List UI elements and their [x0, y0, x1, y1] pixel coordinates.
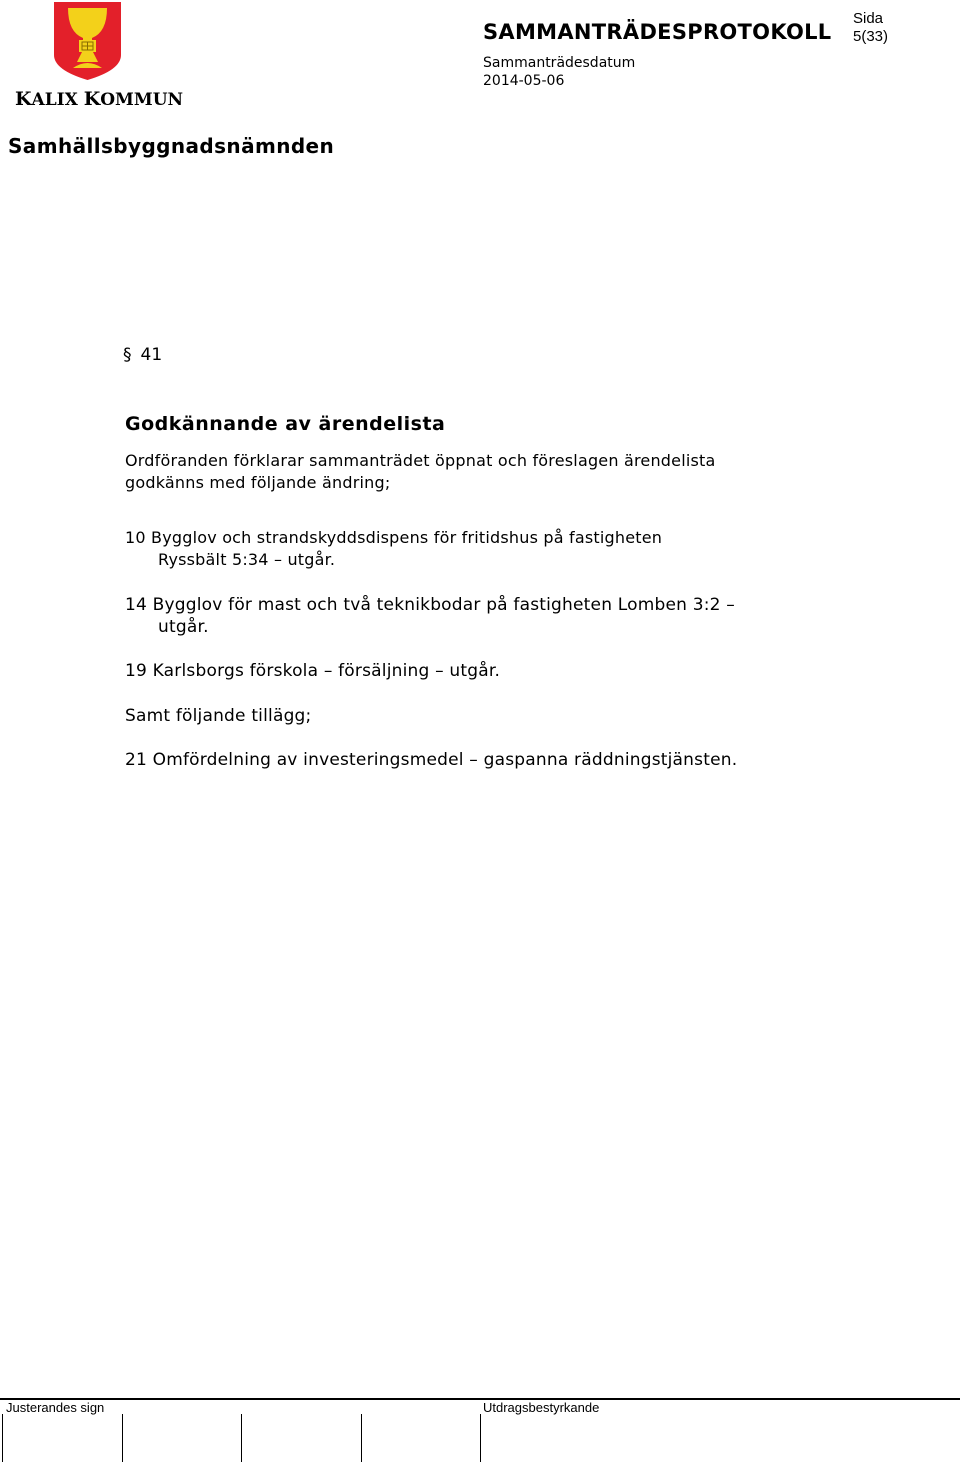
item-heading: Godkännande av ärendelista	[125, 413, 446, 435]
certification-label: Utdragsbestyrkande	[483, 1400, 600, 1415]
signature-box-divider	[241, 1414, 242, 1462]
list-item-19: 19 Karlsborgs förskola – försäljning – utgår.	[125, 661, 501, 681]
page-number: 5(33)	[853, 28, 889, 45]
page-label: Sida	[853, 10, 884, 27]
addition-intro: Samt följande tillägg;	[125, 706, 312, 726]
meeting-date: 2014-05-06	[483, 73, 565, 89]
committee-name: Samhällsbyggnadsnämnden	[8, 134, 335, 158]
municipality-name: KALIX KOMMUN	[15, 88, 184, 110]
list-item-14-line-2: utgår.	[158, 617, 209, 637]
section-sign-icon: §	[123, 345, 132, 365]
list-item-10-line-2: Ryssbält 5:34 – utgår.	[158, 550, 336, 569]
signature-box-divider	[361, 1414, 362, 1462]
list-item-21: 21 Omfördelning av investeringsmedel – gaspanna räddningstjänsten.	[125, 750, 738, 770]
meeting-date-label: Sammanträdesdatum	[483, 55, 636, 71]
intro-line-1: Ordföranden förklarar sammanträdet öppnat och föreslagen ärendelista	[125, 451, 716, 470]
signature-box-divider	[480, 1414, 481, 1462]
section-number	[123, 345, 162, 365]
signature-box-divider	[2, 1414, 3, 1462]
document-type: SAMMANTRÄDESPROTOKOLL	[483, 20, 832, 44]
signature-box-divider	[122, 1414, 123, 1462]
kalix-coat-of-arms-icon	[50, 0, 125, 82]
signature-label: Justerandes sign	[6, 1400, 105, 1415]
footer-divider	[0, 1398, 960, 1400]
list-item-10-line-1: 10 Bygglov och strandskyddsdispens för fritidshus på fastigheten	[125, 528, 663, 547]
intro-line-2: godkänns med följande ändring;	[125, 473, 391, 492]
section-number-value: 41	[140, 345, 163, 365]
list-item-14-line-1: 14 Bygglov för mast och två teknikbodar på fastigheten Lomben 3:2 –	[125, 595, 736, 615]
